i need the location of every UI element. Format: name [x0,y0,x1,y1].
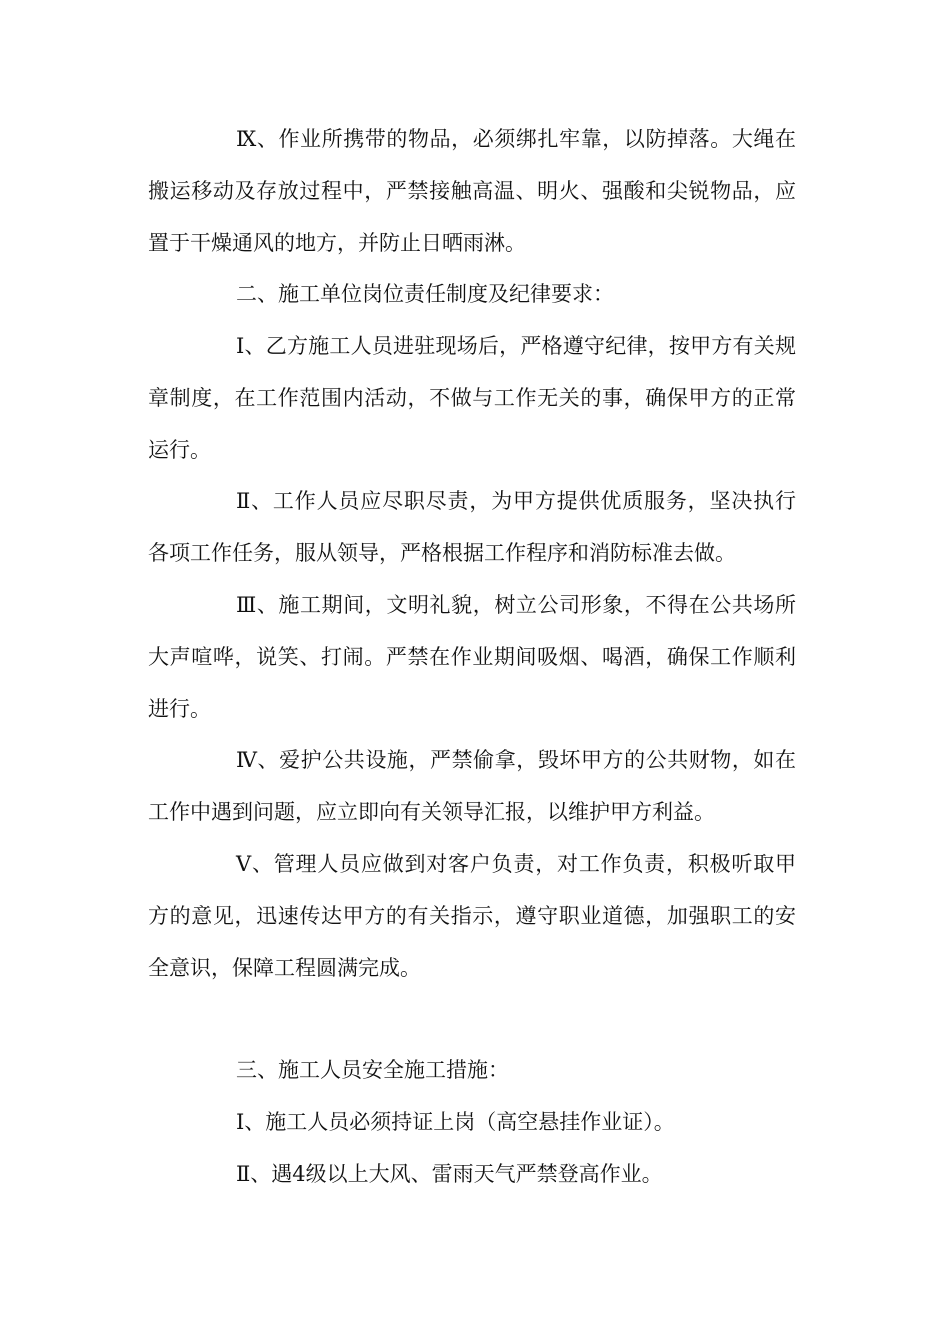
paragraph-weather: Ⅱ、遇4级以上大风、雷雨天气严禁登高作业。 [236,1162,663,1186]
paragraph-certification: Ⅰ、施工人员必须持证上岗（高空悬挂作业证）。 [236,1110,675,1134]
paragraph-rope-storage: Ⅸ、作业所携带的物品，必须绑扎牢靠，以防掉落。大绳在搬运移动及存放过程中，严禁接触高温、明火、强酸和尖锐物品，应置于干燥通风的地方，并防止日晒雨淋。 [148,127,796,255]
section-heading-safety: 三、施工人员安全施工措施： [236,1058,509,1082]
paragraph-management: Ⅴ、管理人员应做到对客户负责，对工作负责，积极听取甲方的意见，迅速传达甲方的有关指示，遵守职业道德，加强职工的安全意识，保障工程圆满完成。 [148,852,796,980]
section-heading-responsibility: 二、施工单位岗位责任制度及纪律要求： [236,282,614,306]
paragraph-discipline: Ⅰ、乙方施工人员进驻现场后，严格遵守纪律，按甲方有关规章制度，在工作范围内活动，不做与工作无关的事，确保甲方的正常运行。 [148,334,796,462]
paragraph-conduct: Ⅲ、施工期间，文明礼貌，树立公司形象，不得在公共场所大声喧哗，说笑、打闹。严禁在作业期间吸烟、喝酒，确保工作顺利进行。 [148,593,796,721]
paragraph-public-property: Ⅳ、爱护公共设施，严禁偷拿，毁坏甲方的公共财物，如在工作中遇到问题，应立即向有关领导汇报，以维护甲方利益。 [148,748,796,824]
paragraph-duties: Ⅱ、工作人员应尽职尽责，为甲方提供优质服务，坚决执行各项工作任务，服从领导，严格根据工作程序和消防标准去做。 [148,489,796,565]
